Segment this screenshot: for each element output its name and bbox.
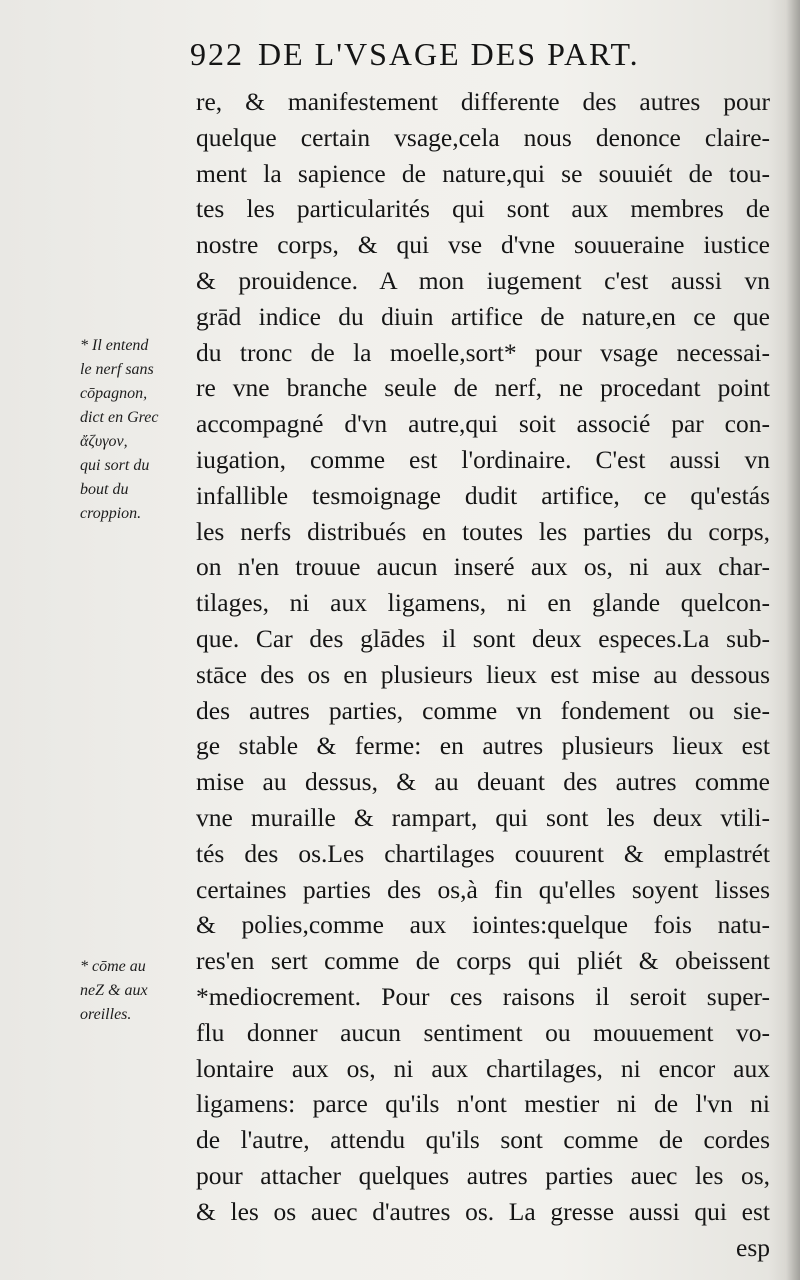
text-line: *mediocrement. Pour ces raisons il seroit super- — [196, 981, 770, 1011]
text-line: accompagné d'vn autre,qui soit associé par con- — [196, 409, 770, 439]
page-number: 922 — [190, 36, 244, 72]
text-line: & prouidence. A mon iugement c'est aussi vn — [196, 265, 770, 295]
text-line: ment la sapience de nature,qui se souuiét de tou- — [196, 158, 770, 188]
margin-note-line: croppion. — [80, 505, 142, 522]
margin-note-line: qui sort du — [80, 457, 150, 474]
text-line: re vne branche seule de nerf, ne procedant point — [196, 373, 770, 403]
text-line: des autres parties, comme vn fondement ou sie- — [196, 695, 770, 725]
margin-note-nerve — [80, 334, 192, 526]
margin-note-line: bout du — [80, 481, 129, 498]
text-line: du tronc de la moelle,sort* pour vsage necessai- — [196, 337, 770, 367]
text-line: pour attacher quelques autres parties auec les os, — [196, 1160, 770, 1190]
margin-note-line: ἄζυγον, — [80, 433, 128, 450]
margin-note-line: neZ & aux — [80, 982, 148, 999]
text-line: iugation, comme est l'ordinaire. C'est aussi vn — [196, 444, 770, 474]
text-line: mise au dessus, & au deuant des autres comme — [196, 767, 770, 797]
text-line: ligamens: parce qu'ils n'ont mestier ni de l'vn ni — [196, 1089, 770, 1119]
text-line: tes les particularités qui sont aux membres de — [196, 194, 770, 224]
text-line: flu donner aucun sentiment ou mouuement vo- — [196, 1017, 770, 1047]
margin-note-line: cōpagnon, — [80, 385, 148, 402]
text-line: on n'en trouue aucun inseré aux os, ni aux char- — [196, 552, 770, 582]
text-line: que. Car des glādes il sont deux especes.La sub- — [196, 623, 770, 653]
margin-note-line: le nerf sans — [80, 361, 154, 378]
running-title: DE L'VSAGE DES PART. — [258, 36, 640, 72]
margin-note-cartilage — [80, 955, 192, 1027]
catchword: esp — [736, 1232, 770, 1262]
margin-note-line: oreilles. — [80, 1006, 132, 1023]
text-line: re, & manifestement differente des autres pour — [196, 87, 770, 116]
margin-note-line: * Il entend — [80, 337, 149, 354]
text-line: les nerfs distribués en toutes les parties du corps, — [196, 516, 770, 546]
text-line: res'en sert comme de corps qui pliét & obeissent — [196, 946, 770, 976]
page-edge-shadow — [786, 0, 800, 1280]
text-line: certaines parties des os,à fin qu'elles soyent lisses — [196, 874, 770, 904]
text-line: ge stable & ferme: en autres plusieurs lieux est — [196, 731, 770, 761]
running-head — [190, 36, 780, 84]
text-line: grād indice du diuin artifice de nature,en ce que — [196, 301, 770, 331]
text-line: de l'autre, attendu qu'ils sont comme de cordes — [196, 1125, 770, 1155]
text-line: nostre corps, & qui vse d'vne souueraine iustice — [196, 230, 770, 260]
text-line: tés des os.Les chartilages couurent & emplastrét — [196, 838, 770, 868]
text-line: lontaire aux os, ni aux chartilages, ni encor aux — [196, 1053, 770, 1083]
text-line: & les os auec d'autres os. La gresse aussi qui est — [196, 1196, 770, 1226]
text-line: stāce des os en plusieurs lieux est mise au dessous — [196, 659, 770, 689]
text-line: quelque certain vsage,cela nous denonce claire- — [196, 122, 770, 152]
margin-note-line: * cōme au — [80, 958, 146, 975]
margin-note-line: dict en Grec — [80, 409, 159, 426]
text-line: vne muraille & rampart, qui sont les deux vtili- — [196, 802, 770, 832]
body-text — [196, 84, 770, 1265]
text-line: tilages, ni aux ligamens, ni en glande quelcon- — [196, 588, 770, 618]
text-line: & polies,comme aux iointes:quelque fois natu- — [196, 910, 770, 940]
text-line: infallible tesmoignage dudit artifice, ce qu'estás — [196, 480, 770, 510]
